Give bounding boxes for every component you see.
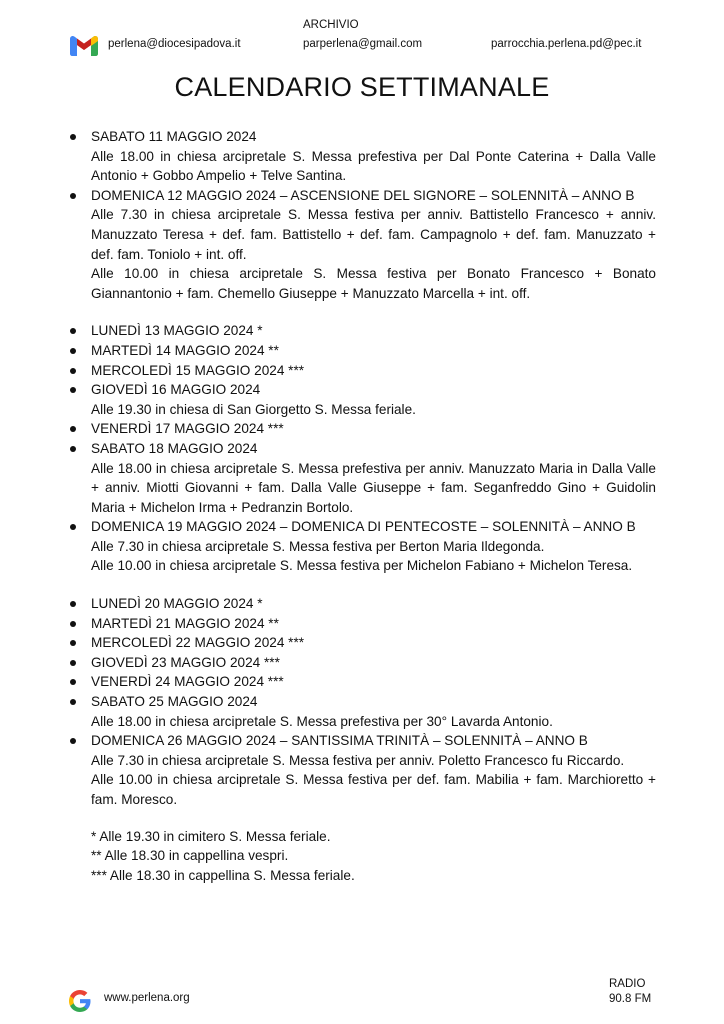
calendar-entry xyxy=(70,731,656,809)
entry-date: SABATO 11 MAGGIO 2024 xyxy=(91,129,257,144)
calendar-entry xyxy=(70,419,656,439)
website-link[interactable]: www.perlena.org xyxy=(104,992,190,1004)
entry-date: GIOVEDÌ 23 MAGGIO 2024 *** xyxy=(91,654,280,670)
spacer xyxy=(70,303,656,321)
bullet-icon xyxy=(70,446,76,452)
entry-date: MERCOLEDÌ 15 MAGGIO 2024 *** xyxy=(91,362,305,378)
calendar-entry xyxy=(70,653,656,673)
entry-line: Alle 7.30 in chiesa arcipretale S. Messa festiva per Berton Maria Ildegonda. xyxy=(91,538,545,554)
calendar-entry xyxy=(70,361,656,381)
bullet-icon xyxy=(70,621,76,627)
calendar-entry xyxy=(70,186,656,304)
entry-date: MERCOLEDÌ 22 MAGGIO 2024 *** xyxy=(91,635,305,651)
spacer xyxy=(70,576,656,594)
calendar-entry xyxy=(70,594,656,614)
entry-date: LUNEDÌ 20 MAGGIO 2024 * xyxy=(91,596,263,612)
bullet-icon xyxy=(70,660,76,666)
email-diocesi[interactable]: perlena@diocesipadova.it xyxy=(108,38,241,50)
calendar-entry xyxy=(70,321,656,341)
entry-date: VENERDÌ 24 MAGGIO 2024 *** xyxy=(91,674,284,690)
calendar-entry xyxy=(70,633,656,653)
gmail-icon xyxy=(70,35,98,56)
entry-date: GIOVEDÌ 16 MAGGIO 2024 xyxy=(91,382,261,398)
entry-date: DOMENICA 19 MAGGIO 2024 – DOMENICA DI PENTECOSTE – SOLENNITÀ – ANNO B xyxy=(91,519,636,535)
email-gmail[interactable]: parperlena@gmail.com xyxy=(303,38,423,50)
footnote: *** Alle 18.30 in cappellina S. Messa feriale. xyxy=(91,867,355,883)
calendar-list xyxy=(70,127,656,885)
calendar-entry xyxy=(70,672,656,692)
spacer xyxy=(70,810,656,827)
entry-line: Alle 18.00 in chiesa arcipretale S. Messa prefestiva per anniv. Manuzzato Maria in Dalla Valle + anniv. Miotti Giovanni + fam. Dalla Valle Giuseppe + fam. Seganfreddo Gino + Guidolin Maria + Michelon Irma + Pedranzin Bortolo. xyxy=(91,460,656,515)
calendar-entry xyxy=(70,380,656,419)
entry-date: MARTEDÌ 14 MAGGIO 2024 ** xyxy=(91,342,279,358)
entry-date: LUNEDÌ 13 MAGGIO 2024 * xyxy=(91,323,263,339)
calendar-entry xyxy=(70,127,656,186)
entry-line: Alle 7.30 in chiesa arcipretale S. Messa festiva per anniv. Poletto Francesco fu Riccardo. xyxy=(91,752,625,768)
bullet-icon xyxy=(70,524,76,530)
bullet-icon xyxy=(70,134,76,140)
footnote: * Alle 19.30 in cimitero S. Messa feriale. xyxy=(91,828,331,844)
calendar-entry xyxy=(70,614,656,634)
entry-date: SABATO 18 MAGGIO 2024 xyxy=(91,440,258,456)
footnotes xyxy=(70,827,656,886)
bullet-icon xyxy=(70,640,76,646)
bullet-icon xyxy=(70,679,76,685)
page-title: CALENDARIO SETTIMANALE xyxy=(174,72,550,102)
entry-line: Alle 19.30 in chiesa di San Giorgetto S. Messa feriale. xyxy=(91,401,416,417)
archive-label: ARCHIVIO xyxy=(303,19,359,31)
bullet-icon xyxy=(70,328,76,334)
entry-date: DOMENICA 12 MAGGIO 2024 – ASCENSIONE DEL SIGNORE – SOLENNITÀ – ANNO B xyxy=(91,187,635,203)
calendar-entry xyxy=(70,439,656,517)
bullet-icon xyxy=(70,738,76,744)
email-pec[interactable]: parrocchia.perlena.pd@pec.it xyxy=(491,38,642,50)
entry-line: Alle 18.00 in chiesa arcipretale S. Messa prefestiva per 30° Lavarda Antonio. xyxy=(91,713,553,729)
entry-line: Alle 18.00 in chiesa arcipretale S. Messa prefestiva per Dal Ponte Caterina + Dalla Valle Antonio + Gobbo Ampelio + Telve Santina. xyxy=(91,148,656,184)
radio-line: RADIO xyxy=(609,978,646,990)
calendar-entry xyxy=(70,517,656,576)
entry-line: Alle 7.30 in chiesa arcipretale S. Messa festiva per anniv. Battistello Francesco + anniv. Manuzzato Teresa + def. fam. Battistello + def. fam. Campagnolo + def. fam. Manuzzato + def. fam. Toniolo + int. off. xyxy=(91,207,656,262)
entry-date: SABATO 25 MAGGIO 2024 xyxy=(91,694,258,710)
entry-line: Alle 10.00 in chiesa arcipretale S. Messa festiva per Michelon Fabiano + Michelon Teresa. xyxy=(91,558,633,574)
radio-frequency: 90.8 FM xyxy=(609,993,652,1005)
bullet-icon xyxy=(70,193,76,199)
calendar-entry xyxy=(70,692,656,731)
bullet-icon xyxy=(70,426,76,432)
calendar-entry xyxy=(70,341,656,361)
entry-line: Alle 10.00 in chiesa arcipretale S. Messa festiva per Bonato Francesco + Bonato Giannantonio + fam. Chemello Giuseppe + Manuzzato Marcella + int. off. xyxy=(91,266,656,301)
footnote: ** Alle 18.30 in cappellina vespri. xyxy=(91,848,289,864)
bullet-icon xyxy=(70,601,76,607)
bullet-icon xyxy=(70,348,76,354)
entry-line: Alle 10.00 in chiesa arcipretale S. Messa festiva per def. fam. Mabilia + fam. Marchioretto + fam. Moresco. xyxy=(91,772,656,807)
bullet-icon xyxy=(70,387,76,393)
entry-date: VENERDÌ 17 MAGGIO 2024 *** xyxy=(91,421,284,437)
google-icon xyxy=(68,989,92,1013)
bullet-icon xyxy=(70,699,76,705)
bullet-icon xyxy=(70,368,76,374)
entry-date: DOMENICA 26 MAGGIO 2024 – SANTISSIMA TRINITÀ – SOLENNITÀ – ANNO B xyxy=(91,733,588,749)
radio-label xyxy=(609,977,651,1007)
entry-date: MARTEDÌ 21 MAGGIO 2024 ** xyxy=(91,615,279,631)
